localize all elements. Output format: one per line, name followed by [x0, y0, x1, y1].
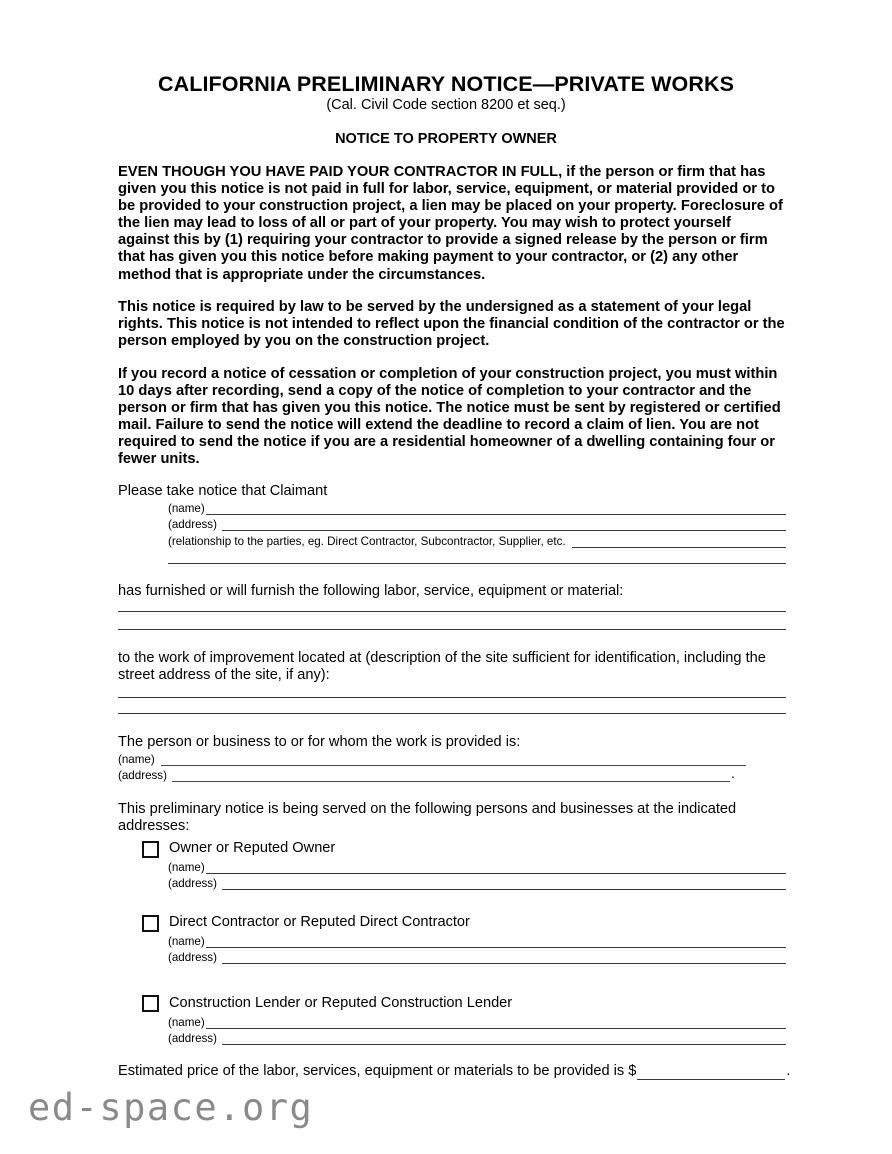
work-provided-name-field[interactable]: [118, 753, 746, 766]
claimant-name-field[interactable]: [168, 502, 786, 515]
direct-contractor-name-label: (name): [168, 935, 205, 948]
claimant-name-label: (name): [168, 502, 205, 515]
construction-lender-name-label: (name): [168, 1016, 205, 1029]
checkbox-owner[interactable]: [142, 841, 159, 858]
improvement-input-line-2[interactable]: [118, 713, 786, 714]
claimant-address-input[interactable]: [222, 519, 786, 531]
construction-lender-name-field[interactable]: [168, 1016, 786, 1029]
claimant-name-input[interactable]: [206, 503, 786, 515]
construction-lender-name-input[interactable]: [206, 1017, 786, 1029]
direct-contractor-address-input[interactable]: [222, 952, 786, 964]
work-provided-name-label: (name): [118, 753, 155, 766]
construction-lender-address-input[interactable]: [222, 1033, 786, 1045]
claimant-relationship-label: (relationship to the parties, eg. Direct Contractor, Subcontractor, Supplier, etc.: [168, 535, 566, 548]
claimant-intro: Please take notice that Claimant: [118, 483, 328, 499]
work-provided-address-input[interactable]: [172, 770, 730, 782]
improvement-input-line-1[interactable]: [118, 697, 786, 698]
direct-contractor-address-field[interactable]: [168, 951, 786, 964]
work-provided-address-field[interactable]: [118, 769, 730, 782]
statute-citation: (Cal. Civil Code section 8200 et seq.): [326, 97, 566, 113]
owner-name-input[interactable]: [206, 862, 786, 874]
claimant-address-label: (address): [168, 518, 217, 531]
owner-address-input[interactable]: [222, 878, 786, 890]
construction-lender-address-field[interactable]: [168, 1032, 786, 1045]
construction-lender-address-label: (address): [168, 1032, 217, 1045]
checkbox-direct-contractor[interactable]: [142, 915, 159, 932]
work-provided-address-period: .: [731, 765, 735, 781]
paragraph-notice-of-cessation: If you record a notice of cessation or completion of your construction project, you must within 10 days after recording, send a copy of the notice of completion to your contractor and the person or firm that has given you this notice. The notice must be sent by registered or certified mail. Failure to send the notice will extend the deadline to record a claim of lien. You are not required to send the notice if you are a residential homeowner of a dwelling containing four or fewer units.: [118, 366, 781, 468]
furnish-input-line-1[interactable]: [118, 611, 786, 612]
estimated-price-input[interactable]: [637, 1066, 785, 1080]
improvement-intro-line-1: to the work of improvement located at (description of the site sufficient for identification, including the: [118, 650, 766, 666]
checkbox-construction-lender[interactable]: [142, 995, 159, 1012]
owner-name-field[interactable]: [168, 861, 786, 874]
furnish-input-line-2[interactable]: [118, 629, 786, 630]
paragraph-required-by-law: This notice is required by law to be served by the undersigned as a statement of your legal rights. This notice is not intended to reflect upon the financial condition of the contractor or the person employed by you on the construction project.: [118, 299, 785, 350]
notice-heading: NOTICE TO PROPERTY OWNER: [335, 131, 557, 147]
page-title: CALIFORNIA PRELIMINARY NOTICE—PRIVATE WORKS: [157, 72, 735, 96]
claimant-relationship-input[interactable]: [572, 536, 786, 548]
work-provided-address-label: (address): [118, 769, 167, 782]
estimated-price-label: Estimated price of the labor, services, equipment or materials to be provided is $: [118, 1063, 637, 1079]
work-provided-for-intro: The person or business to or for whom the work is provided is:: [118, 734, 521, 750]
served-on-intro-line-1: This preliminary notice is being served on the following persons and businesses at the indicated: [118, 801, 737, 817]
claimant-address-field[interactable]: [168, 518, 786, 531]
owner-address-field[interactable]: [168, 877, 786, 890]
furnish-intro: has furnished or will furnish the following labor, service, equipment or material:: [118, 583, 624, 599]
work-provided-name-input[interactable]: [161, 754, 746, 766]
improvement-intro-line-2: street address of the site, if any):: [118, 667, 330, 683]
claimant-relationship-field[interactable]: [168, 535, 786, 548]
checkbox-direct-contractor-label: Direct Contractor or Reputed Direct Contractor: [169, 914, 470, 930]
owner-address-label: (address): [168, 877, 217, 890]
claimant-relationship-input-line2[interactable]: [168, 563, 786, 564]
watermark: ed-space.org: [28, 1086, 314, 1129]
estimated-price-period: .: [786, 1063, 791, 1079]
owner-name-label: (name): [168, 861, 205, 874]
paragraph-warning: EVEN THOUGH YOU HAVE PAID YOUR CONTRACTOR IN FULL, if the person or firm that has given you this notice is not paid in full for labor, service, equipment, or material provided or to be provided to your construction project, a lien may be placed on your property. Foreclosure of the lien may lead to loss of all or part of your property. You may wish to protect yourself against this by (1) requiring your contractor to provide a signed release by the person or firm that has given you this notice before making payment to your contractor, or (2) any other method that is appropriate under the circumstances.: [118, 164, 783, 283]
served-on-intro-line-2: addresses:: [118, 818, 190, 834]
direct-contractor-address-label: (address): [168, 951, 217, 964]
checkbox-owner-label: Owner or Reputed Owner: [169, 840, 336, 856]
estimated-price-row[interactable]: [118, 1063, 790, 1080]
direct-contractor-name-input[interactable]: [206, 936, 786, 948]
direct-contractor-name-field[interactable]: [168, 935, 786, 948]
checkbox-construction-lender-label: Construction Lender or Reputed Construction Lender: [169, 995, 513, 1011]
